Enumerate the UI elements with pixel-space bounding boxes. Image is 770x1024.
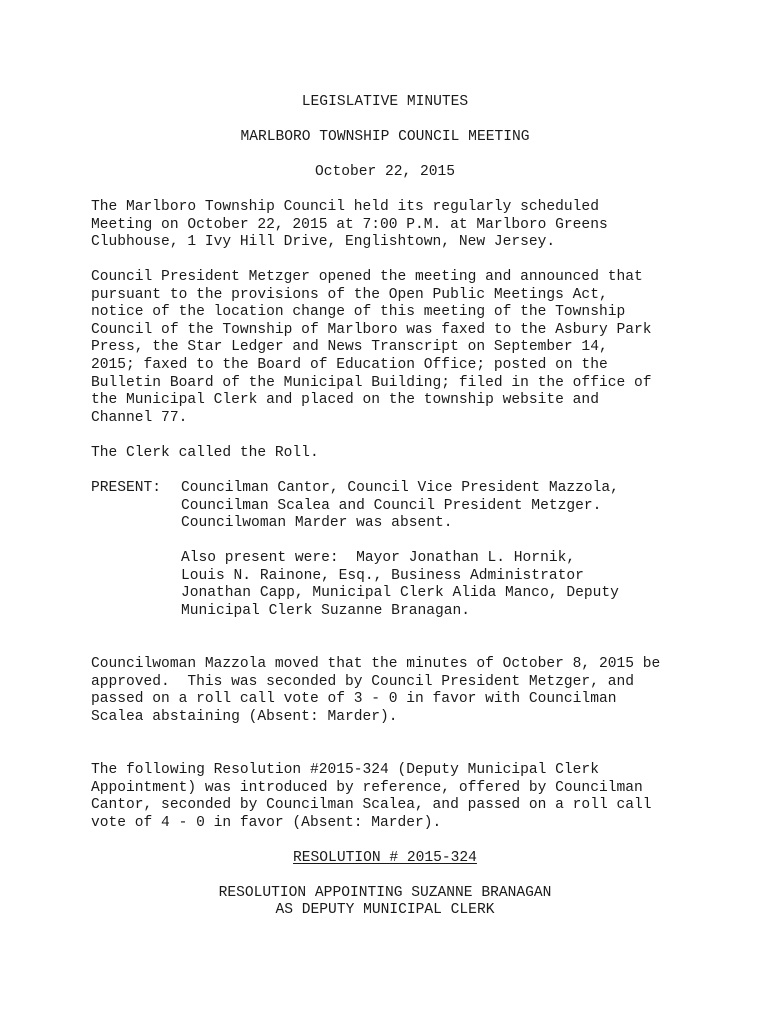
meeting-name: MARLBORO TOWNSHIP COUNCIL MEETING [240,129,530,145]
resolution-title-line-2: AS DEPUTY MUNICIPAL CLERK [275,902,495,918]
present-list: Councilman Cantor, Council Vice President Mazzola, Councilman Scalea and Council President Metzger. Councilwoman Marder was absent. [181,480,619,532]
document-title: LEGISLATIVE MINUTES [301,94,469,110]
resolution-number [0,850,770,868]
minutes-motion-paragraph: Councilwoman Mazzola moved that the minutes of October 8, 2015 be approved. This was seconded by Council President Metzger, and passed on a roll call vote of 3 - 0 in favor with Councilman Scalea abstaining (Absent: Marder). [91,656,661,725]
roll-call-paragraph: The Clerk called the Roll. [91,445,319,461]
notice-paragraph: Council President Metzger opened the meeting and announced that pursuant to the provisions of the Open Public Meetings Act, notice of the location change of this meeting of the Township Council of the Township of Marlboro was faxed to the Asbury Park Press, the Star Ledger and News Transcript on September 14, 2015; faxed to the Board of Education Office; posted on the Bulletin Board of the Municipal Building; filed in the office of the Municipal Clerk and placed on the township website and Channel 77. [91,269,652,426]
resolution-intro-paragraph: The following Resolution #2015-324 (Deputy Municipal Clerk Appointment) was introduced by reference, offered by Councilman Cantor, seconded by Councilman Scalea, and passed on a roll call vote of 4 - 0 in favor (Absent: Marder). [91,762,652,831]
present-label: PRESENT: [91,480,162,496]
resolution-title-line-1: RESOLUTION APPOINTING SUZANNE BRANAGAN [218,885,552,901]
meeting-date: October 22, 2015 [314,164,456,180]
intro-paragraph: The Marlboro Township Council held its regularly scheduled Meeting on October 22, 2015 at 7:00 P.M. at Marlboro Greens Clubhouse, 1 Ivy Hill Drive, Englishtown, New Jersey. [91,199,608,251]
also-present-paragraph: Also present were: Mayor Jonathan L. Hornik, Louis N. Rainone, Esq., Business Administrator Jonathan Capp, Municipal Clerk Alida Manco, Deputy Municipal Clerk Suzanne Branagan. [181,550,619,619]
resolution-number-text: RESOLUTION # 2015-324 [293,850,477,866]
